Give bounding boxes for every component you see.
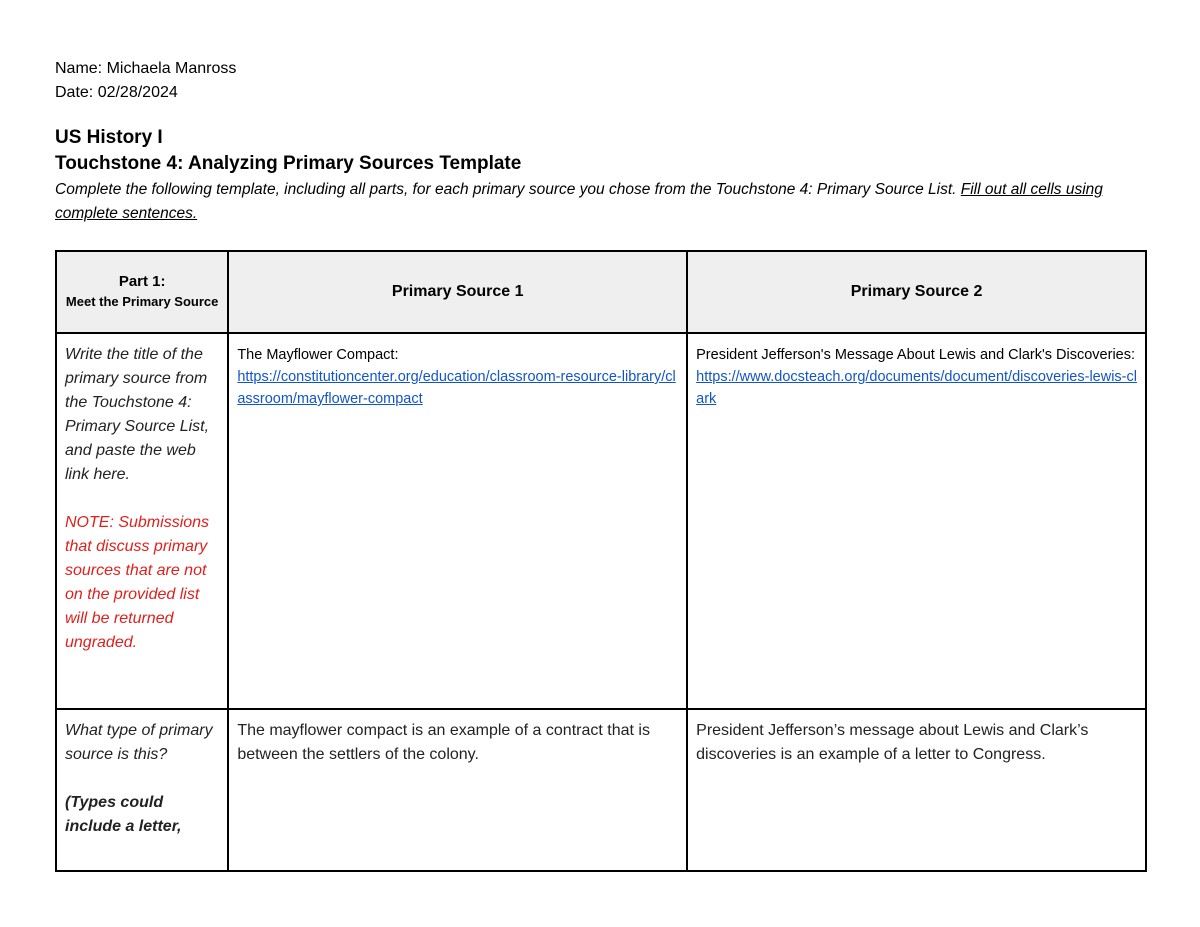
course-title: US History I [55,127,163,148]
source2-link[interactable]: https://www.docsteach.org/documents/document/discoveries-lewis-clark [696,369,1137,407]
source2-header: Primary Source 2 [687,251,1146,333]
prompt-bold-text: (Types could include a letter, [65,794,182,835]
table-header-row [56,251,1146,333]
name-line: Name: Michaela Manross [55,60,237,77]
source2-cell[interactable] [687,333,1146,709]
source1-answer-cell[interactable] [228,709,687,871]
note-text: NOTE: Submissions that discuss primary sources that are not on the provided list will be returned ungraded. [65,514,210,651]
document-heading [55,125,1150,226]
instructions-text: Complete the following template, including all parts, for each primary source you chose from the Touchstone 4: Primary Source List. [55,181,961,198]
prompt-text: What type of primary source is this? [65,722,213,763]
prompt-cell [56,333,228,709]
source2-answer-cell[interactable] [687,709,1146,871]
table-row [56,709,1146,871]
source1-title: The Mayflower Compact: [237,347,399,363]
source2-title: President Jefferson's Message About Lewis and Clark's Discoveries: [696,347,1136,363]
part-header-cell [56,251,228,333]
assignment-title: Touchstone 4: Analyzing Primary Sources Template [55,153,522,174]
instructions-emphasis: Fill out all cells using complete sentences. [55,181,1103,222]
prompt-cell [56,709,228,871]
instructions [55,178,1150,226]
student-info [55,57,236,105]
prompt-text: Write the title of the primary source from the Touchstone 4: Primary Source List, and paste the web link here. [65,346,210,483]
source1-cell[interactable] [228,333,687,709]
date-line: Date: 02/28/2024 [55,84,178,101]
source1-link[interactable]: https://constitutioncenter.org/education/classroom-resource-library/classroom/mayflower-compact [237,369,676,407]
part-label: Part 1: [118,273,166,290]
part-sublabel: Meet the Primary Source [65,294,219,309]
source1-header: Primary Source 1 [228,251,687,333]
source2-answer: President Jefferson’s message about Lewis and Clark’s discoveries is an example of a letter to Congress. [696,722,1089,763]
table-row [56,333,1146,709]
source1-answer: The mayflower compact is an example of a contract that is between the settlers of the colony. [237,722,650,763]
primary-source-template-table [55,250,1147,872]
